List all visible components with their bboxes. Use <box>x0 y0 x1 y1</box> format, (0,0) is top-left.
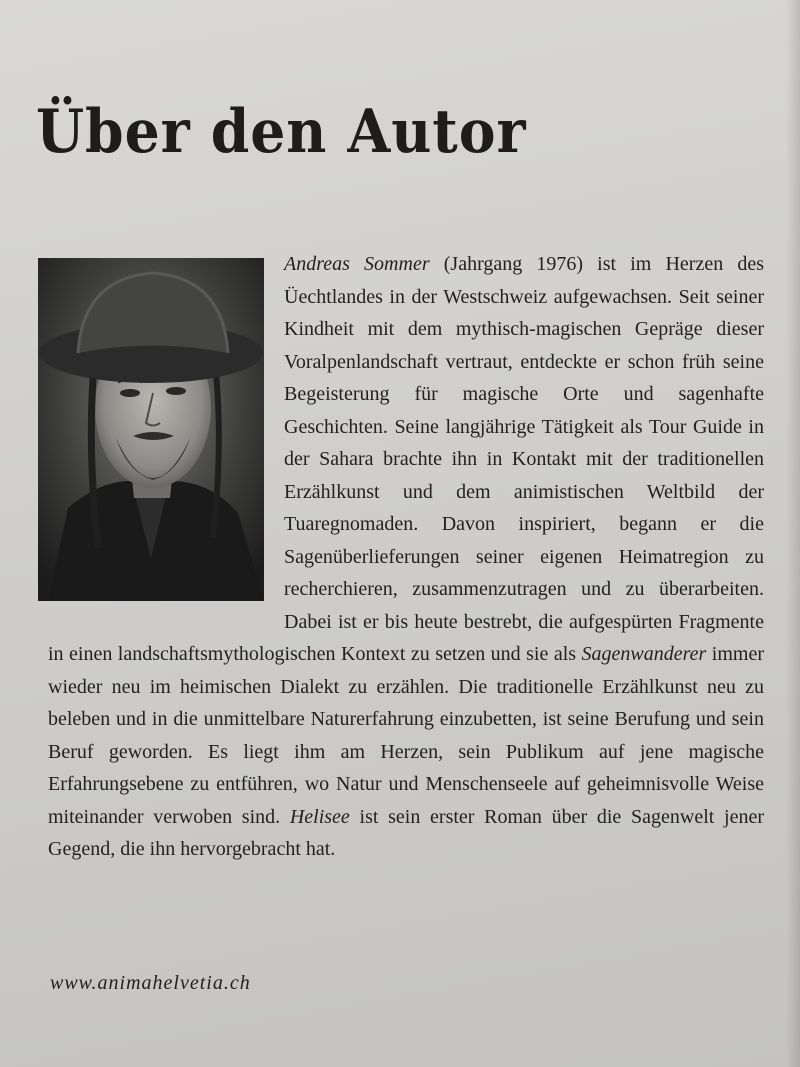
role-term: Sagenwanderer <box>581 643 707 665</box>
page-edge-shadow <box>786 0 800 1067</box>
bio-text-part-1: (Jahrgang 1976) ist im Herzen des Üechtlandes in der Westschweiz aufgewachsen. Seit seiner Kindheit mit dem mythisch-magischen Gepräge dieser Voralpenlandschaft vertraut, entdeckte er schon früh seine Begeisterung für magische Orte und sagenhafte Geschichten. Seine langjährige Tätigkeit als Tour Guide in der Sahara brachte ihn in Kontakt mit der traditionellen Erzählkunst und dem animistischen Weltbild der Tuaregnomaden. Davon inspiriert, begann er die Sagenüberlieferungen seiner eigenen Heimatregion zu recherchieren, zusammenzutragen und zu überarbeiten. Dabei ist er bis heute bestrebt, die aufgespürten Fragmente in einen landschaftsmythologischen Kontext zu setzen und sie als <box>48 253 765 665</box>
page-title: Über den Autor <box>36 97 527 167</box>
book-title: Helisee <box>289 805 350 828</box>
bio-text-part-2: immer wieder neu im heimischen Dialekt zu erzählen. Die traditionelle Erzählkunst neu zu beleben und in die unmittelbare Naturerfahrung einzubetten, ist seine Berufung und sein Beruf geworden. Es liegt ihm am Herzen, sein Publikum auf jene magische Erfahrungsebene zu entführen, wo Natur und Menschenseele auf geheimnisvolle Weise miteinander verwoben sind. <box>48 643 764 828</box>
portrait-spacer <box>48 248 284 608</box>
bio-text-part-3: ist sein erster Roman über die Sagenwelt jener Gegend, die ihn hervorgebracht hat. <box>48 805 764 860</box>
author-biography <box>48 248 764 866</box>
website-link[interactable]: www.animahelvetia.ch <box>50 972 251 994</box>
author-name: Andreas Sommer <box>284 253 430 275</box>
